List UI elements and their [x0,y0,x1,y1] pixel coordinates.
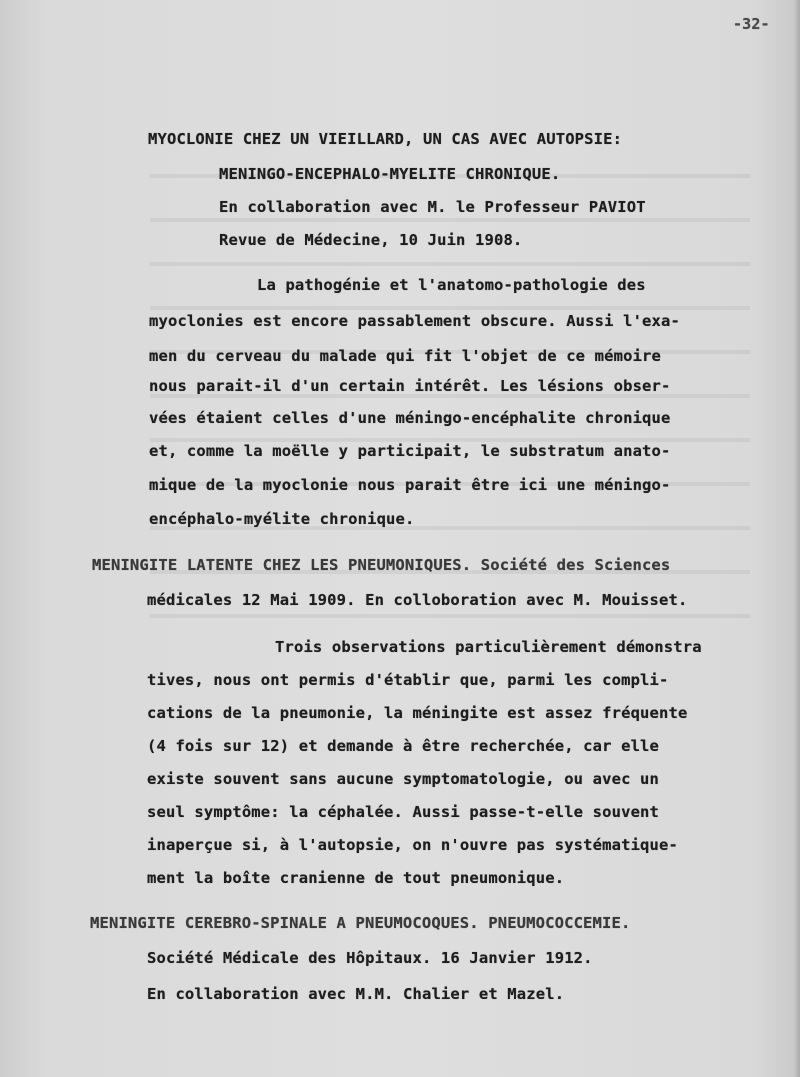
entry-1-body-line-1: La pathogénie et l'anatomo-pathologie des [257,276,646,294]
entry-2-body-line-4: (4 fois sur 12) et demande à être recherchée, car elle [147,737,660,755]
entry-2-body-line-8: ment la boîte cranienne de tout pneumonique. [147,869,565,887]
entry-2-title-line-1: MENINGITE LATENTE CHEZ LES PNEUMONIQUES. Société des Sciences [92,556,671,574]
entry-2-body-line-3: cations de la pneumonie, la méningite est assez fréquente [147,704,688,722]
entry-2-body-line-2: tives, nous ont permis d'établir que, parmi les compli- [147,671,669,689]
entry-1-meta-line-2: Revue de Médecine, 10 Juin 1908. [219,231,523,249]
entry-1-meta-line-1: En collaboration avec M. le Professeur PAVIOT [219,198,646,216]
bleed-through-shadow [150,150,750,650]
page-number: -32- [733,15,770,33]
entry-2-body-line-1: Trois observations particulièrement démonstra [275,638,702,656]
entry-1-body-line-5: vées étaient celles d'une méningo-encéphalite chronique [149,409,671,427]
entry-1-title-line-2: MENINGO-ENCEPHALO-MYELITE CHRONIQUE. [219,165,561,183]
entry-1-body-line-2: myoclonies est encore passablement obscure. Aussi l'exa- [149,312,680,330]
entry-3-title-line-1: MENINGITE CEREBRO-SPINALE A PNEUMOCOQUES. PNEUMOCOCCEMIE. [90,914,631,932]
entry-2-body-line-5: existe souvent sans aucune symptomatologie, ou avec un [147,770,660,788]
entry-2-body-line-7: inaperçue si, à l'autopsie, on n'ouvre pas systématique- [147,836,678,854]
entry-1-title-line-1: MYOCLONIE CHEZ UN VIEILLARD, UN CAS AVEC AUTOPSIE: [148,130,623,148]
entry-3-title-line-2: Société Médicale des Hôpitaux. 16 Janvier 1912. [147,949,593,967]
entry-3-title-line-3: En collaboration avec M.M. Chalier et Mazel. [147,985,565,1003]
entry-2-body-line-6: seul symptôme: la céphalée. Aussi passe-t-elle souvent [147,803,660,821]
entry-1-body-line-6: et, comme la moëlle y participait, le substratum anato- [149,442,671,460]
entry-1-body-line-4: nous parait-il d'un certain intérêt. Les lésions obser- [149,377,671,395]
entry-1-body-line-3: men du cerveau du malade qui fit l'objet de ce mémoire [149,347,662,365]
page-edge [794,0,800,1077]
entry-1-body-line-7: mique de la myoclonie nous parait être ici une méningo- [149,476,671,494]
entry-1-body-line-8: encéphalo-myélite chronique. [149,510,415,528]
entry-2-title-line-2: médicales 12 Mai 1909. En colloboration avec M. Mouisset. [147,591,688,609]
